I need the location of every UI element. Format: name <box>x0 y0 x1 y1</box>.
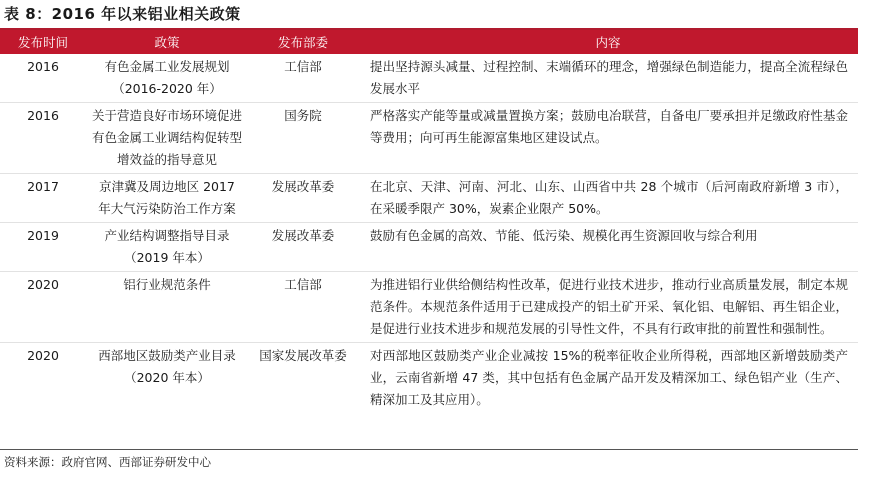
row-policy: 关于营造良好市场环境促进有色金属工业调结构促转型增效益的指导意见 <box>86 103 248 174</box>
row-dept: 国务院 <box>248 103 358 174</box>
row-dept: 工信部 <box>284 59 322 74</box>
row-dept: 国家发展改革委 <box>248 343 358 414</box>
table-title: 表 8：2016 年以来铝业相关政策 <box>4 5 241 23</box>
header-dept: 发布部委 <box>248 30 358 54</box>
header-policy: 政策 <box>86 30 248 54</box>
row-year: 2020 <box>0 343 86 414</box>
row-year: 2020 <box>0 272 86 343</box>
row-policy: 京津冀及周边地区 2017 年大气污染防治工作方案 <box>86 174 248 223</box>
row-policy: 铝行业规范条件 <box>86 272 248 343</box>
table-row <box>0 343 858 414</box>
row-content: 为推进铝行业供给侧结构性改革，促进行业技术进步，推动行业高质量发展，制定本规范条件。本规范条件适用于已建成投产的铝土矿开采、氧化铝、电解铝、再生铝企业，是促进行业技术进步和规范发展的引导性文件，不具有行政审批的前置性和强制性。 <box>358 272 858 343</box>
row-policy: 西部地区鼓励类产业目录（2020 年本） <box>86 343 248 414</box>
row-year: 2017 <box>0 174 86 223</box>
row-policy: 产业结构调整指导目录（2019 年本） <box>86 223 248 272</box>
row-content: 鼓励有色金属的高效、节能、低污染、规模化再生资源回收与综合利用 <box>358 223 858 272</box>
row-content: 提出坚持源头减量、过程控制、末端循环的理念，增强绿色制造能力，提高全流程绿色发展水平 <box>370 59 848 96</box>
table-row <box>0 223 858 272</box>
row-year: 2019 <box>0 223 86 272</box>
table-row <box>0 174 858 223</box>
table-row <box>0 272 858 343</box>
row-dept: 工信部 <box>248 272 358 343</box>
row-dept: 发展改革委 <box>248 223 358 272</box>
row-content: 严格落实产能等量或减量置换方案；鼓励电冶联营，自备电厂要承担并足缴政府性基金等费用；向可再生能源富集地区建设试点。 <box>358 103 858 174</box>
policy-table <box>0 30 858 413</box>
source-note: 资料来源：政府官网、西部证券研发中心 <box>4 455 211 469</box>
row-dept: 发展改革委 <box>248 174 358 223</box>
row-content: 在北京、天津、河南、河北、山东、山西省中共 28 个城市（后河南政府新增 3 市），在采暖季限产 30%，炭素企业限产 50%。 <box>358 174 858 223</box>
table-row <box>0 54 858 103</box>
row-content: 对西部地区鼓励类产业企业减按 15%的税率征收企业所得税，西部地区新增鼓励类产业，云南省新增 47 类，其中包括有色金属产品开发及精深加工、绿色铝产业（生产、精深加工及其应用）。 <box>358 343 858 414</box>
row-year: 2016 <box>0 103 86 174</box>
header-content: 内容 <box>358 30 858 54</box>
header-time: 发布时间 <box>0 30 86 54</box>
bottom-rule <box>0 449 858 450</box>
row-year: 2016 <box>27 59 59 74</box>
table-row <box>0 103 858 174</box>
row-policy: 有色金属工业发展规划（2016-2020 年） <box>104 59 230 96</box>
table-header-row <box>0 30 858 54</box>
